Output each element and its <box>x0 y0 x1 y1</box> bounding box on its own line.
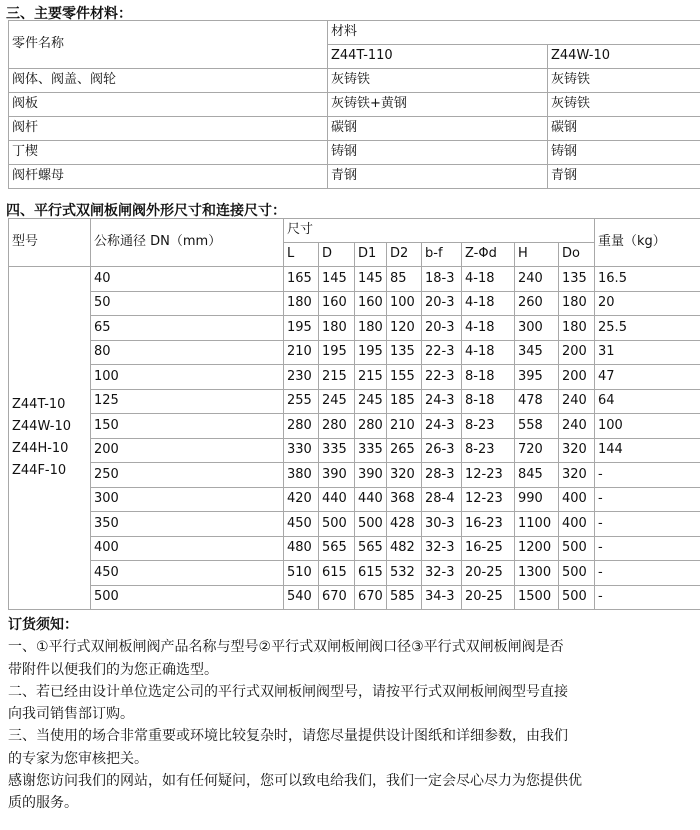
dim-value: 20-25 <box>462 561 515 586</box>
dim-value: 320 <box>559 438 595 463</box>
dim-value: 558 <box>515 414 559 439</box>
dim-value: 4-18 <box>462 340 515 365</box>
dim-value: 16-25 <box>462 536 515 561</box>
order-notes <box>8 614 698 815</box>
dim-value: 380 <box>284 463 319 488</box>
dim-value: 135 <box>387 340 422 365</box>
note-line: 二、若已经由设计单位选定公司的平行式双闸板闸阀型号，请按平行式双闸板闸阀型号直接 <box>8 683 568 700</box>
dim-col-header: D1 <box>355 243 387 267</box>
material-value: 灰铸铁 <box>548 69 700 93</box>
dim-value: 510 <box>284 561 319 586</box>
dim-value: 500 <box>91 585 284 610</box>
dim-value: 280 <box>355 414 387 439</box>
dims-row <box>9 585 700 610</box>
dim-value: 26-3 <box>422 438 462 463</box>
dim-value: 615 <box>319 561 355 586</box>
dim-value: 500 <box>355 512 387 537</box>
dim-value: 585 <box>387 585 422 610</box>
dim-value: 20-3 <box>422 291 462 316</box>
dim-value: 12-23 <box>462 463 515 488</box>
dim-col-header: H <box>515 243 559 267</box>
dim-value: 245 <box>319 389 355 414</box>
dim-value: 215 <box>355 365 387 390</box>
material-header: 材料 <box>328 21 700 45</box>
materials-row <box>9 165 700 189</box>
dims-row <box>9 561 700 586</box>
dim-value: 100 <box>91 365 284 390</box>
dim-value: 335 <box>319 438 355 463</box>
dim-value: 215 <box>319 365 355 390</box>
dims-row <box>9 438 700 463</box>
dim-value: - <box>595 585 700 610</box>
dim-value: 300 <box>91 487 284 512</box>
dim-value: 180 <box>559 291 595 316</box>
part-name: 阀杆 <box>9 117 328 141</box>
dim-col-header: L <box>284 243 319 267</box>
dim-value: 16.5 <box>595 267 700 292</box>
dim-value: 240 <box>515 267 559 292</box>
dim-value: 34-3 <box>422 585 462 610</box>
dim-value: 390 <box>319 463 355 488</box>
dims-row <box>9 414 700 439</box>
model-list <box>9 267 91 610</box>
material-value: 青钢 <box>548 165 700 189</box>
dim-value: 245 <box>355 389 387 414</box>
dims-row <box>9 487 700 512</box>
model-name: Z44F-10 <box>12 463 67 478</box>
dim-value: 440 <box>355 487 387 512</box>
material-value: 碳钢 <box>328 117 548 141</box>
material-value: 碳钢 <box>548 117 700 141</box>
dim-value: 4-18 <box>462 291 515 316</box>
dim-col-header: Do <box>559 243 595 267</box>
dim-value: 615 <box>355 561 387 586</box>
part-name: 丁楔 <box>9 141 328 165</box>
dim-col-header: Z-Φd <box>462 243 515 267</box>
dim-value: 20-25 <box>462 585 515 610</box>
dim-value: 500 <box>319 512 355 537</box>
material-value: 灰铸铁 <box>548 93 700 117</box>
dim-value: 265 <box>387 438 422 463</box>
material-value: 青钢 <box>328 165 548 189</box>
dim-value: 195 <box>284 316 319 341</box>
dim-value: 450 <box>91 561 284 586</box>
dim-col-header: D2 <box>387 243 422 267</box>
materials-row <box>9 117 700 141</box>
dim-col-header: D <box>319 243 355 267</box>
dim-value: 145 <box>319 267 355 292</box>
dim-value: 8-18 <box>462 389 515 414</box>
dim-value: 125 <box>91 389 284 414</box>
dim-value: 260 <box>515 291 559 316</box>
dim-value: 195 <box>355 340 387 365</box>
dim-value: 30-3 <box>422 512 462 537</box>
dim-value: 345 <box>515 340 559 365</box>
dim-value: 12-23 <box>462 487 515 512</box>
dim-value: 1300 <box>515 561 559 586</box>
note-line: 的专家为您审核把关。 <box>8 750 148 767</box>
dim-value: 500 <box>559 536 595 561</box>
dim-value: 480 <box>284 536 319 561</box>
dim-value: 160 <box>319 291 355 316</box>
materials-header-row <box>9 21 700 45</box>
dims-row <box>9 340 700 365</box>
dim-value: 200 <box>91 438 284 463</box>
dim-value: 32-3 <box>422 561 462 586</box>
dim-value: 165 <box>284 267 319 292</box>
model-header: Z44W-10 <box>548 45 700 69</box>
dim-value: 135 <box>559 267 595 292</box>
dim-value: 150 <box>91 414 284 439</box>
dim-value: 720 <box>515 438 559 463</box>
note-line: 一、①平行式双闸板闸阀产品名称与型号②平行式双闸板闸阀口径③平行式双闸板闸阀是否 <box>8 639 564 656</box>
dim-value: 100 <box>595 414 700 439</box>
dim-value: 200 <box>559 365 595 390</box>
dim-value: 670 <box>355 585 387 610</box>
dim-value: 400 <box>91 536 284 561</box>
dim-value: 400 <box>559 487 595 512</box>
part-name: 阀体、阀盖、阀轮 <box>9 69 328 93</box>
dim-value: 330 <box>284 438 319 463</box>
dim-value: 24-3 <box>422 389 462 414</box>
dim-value: 440 <box>319 487 355 512</box>
dim-value: 28-4 <box>422 487 462 512</box>
dim-value: - <box>595 463 700 488</box>
model-header: Z44T-110 <box>328 45 548 69</box>
dim-value: 565 <box>355 536 387 561</box>
dim-value: 40 <box>91 267 284 292</box>
dim-value: 500 <box>559 585 595 610</box>
dim-value: 20 <box>595 291 700 316</box>
dim-value: 255 <box>284 389 319 414</box>
dim-value: 8-18 <box>462 365 515 390</box>
dim-value: 1500 <box>515 585 559 610</box>
note-line: 向我司销售部订购。 <box>8 706 134 723</box>
dim-value: 155 <box>387 365 422 390</box>
dim-value: 16-23 <box>462 512 515 537</box>
dim-value: 4-18 <box>462 267 515 292</box>
materials-row <box>9 69 700 93</box>
dim-value: 320 <box>387 463 422 488</box>
dim-value: 500 <box>559 561 595 586</box>
weight-header: 重量（kg） <box>595 219 700 267</box>
dim-value: 280 <box>319 414 355 439</box>
note-line: 质的服务。 <box>8 795 78 812</box>
dn-header: 公称通径 DN（mm） <box>91 219 284 267</box>
note-line: 三、当使用的场合非常重要或环境比较复杂时，请您尽量提供设计图纸和详细参数，由我们 <box>8 728 568 745</box>
materials-row <box>9 93 700 117</box>
dim-value: 320 <box>559 463 595 488</box>
dim-value: 532 <box>387 561 422 586</box>
dim-value: 250 <box>91 463 284 488</box>
part-name: 阀杆螺母 <box>9 165 328 189</box>
dim-value: 65 <box>91 316 284 341</box>
dimensions-table <box>8 218 700 610</box>
dim-value: 565 <box>319 536 355 561</box>
dim-value: 200 <box>559 340 595 365</box>
note-line: 感谢您访问我们的网站，如有任何疑问，您可以致电给我们，我们一定会尽心尽力为您提供优 <box>8 773 582 790</box>
dim-value: 210 <box>284 340 319 365</box>
dim-value: 400 <box>559 512 595 537</box>
dim-value: 1200 <box>515 536 559 561</box>
dims-row <box>9 316 700 341</box>
dim-value: 300 <box>515 316 559 341</box>
dim-value: 85 <box>387 267 422 292</box>
dim-value: 990 <box>515 487 559 512</box>
dim-value: 350 <box>91 512 284 537</box>
dim-col-header: b-f <box>422 243 462 267</box>
dim-value: 450 <box>284 512 319 537</box>
dim-value: 240 <box>559 389 595 414</box>
dim-value: - <box>595 561 700 586</box>
dims-row <box>9 365 700 390</box>
materials-row <box>9 141 700 165</box>
dim-value: 100 <box>387 291 422 316</box>
dim-value: 28-3 <box>422 463 462 488</box>
dim-value: 47 <box>595 365 700 390</box>
dim-value: 31 <box>595 340 700 365</box>
model-name: Z44H-10 <box>12 441 69 456</box>
dim-value: 180 <box>559 316 595 341</box>
dim-value: 280 <box>284 414 319 439</box>
part-name-header: 零件名称 <box>9 21 328 69</box>
dim-value: 120 <box>387 316 422 341</box>
dim-value: 368 <box>387 487 422 512</box>
dims-header-row <box>9 219 700 243</box>
dim-value: 335 <box>355 438 387 463</box>
dim-value: 1100 <box>515 512 559 537</box>
material-value: 灰铸铁 <box>328 69 548 93</box>
dim-value: 845 <box>515 463 559 488</box>
dims-row <box>9 536 700 561</box>
dim-value: 24-3 <box>422 414 462 439</box>
dim-value: 50 <box>91 291 284 316</box>
note-line: 带附件以便我们的为您正确选型。 <box>8 661 218 678</box>
dim-value: 145 <box>355 267 387 292</box>
dim-value: 482 <box>387 536 422 561</box>
dim-value: 180 <box>319 316 355 341</box>
dim-value: 240 <box>559 414 595 439</box>
dim-value: 22-3 <box>422 340 462 365</box>
dim-value: 390 <box>355 463 387 488</box>
model-header: 型号 <box>9 219 91 267</box>
dim-value: 8-23 <box>462 438 515 463</box>
dim-value: 180 <box>284 291 319 316</box>
dim-value: - <box>595 512 700 537</box>
dims-row <box>9 389 700 414</box>
dim-value: 32-3 <box>422 536 462 561</box>
dim-value: 25.5 <box>595 316 700 341</box>
section4-heading: 四、平行式双闸板闸阀外形尺寸和连接尺寸： <box>6 203 286 219</box>
dim-value: 210 <box>387 414 422 439</box>
section3-heading: 三、主要零件材料： <box>6 6 132 22</box>
dim-value: 144 <box>595 438 700 463</box>
dims-row <box>9 463 700 488</box>
dim-value: 22-3 <box>422 365 462 390</box>
part-name: 阀板 <box>9 93 328 117</box>
dim-value: 4-18 <box>462 316 515 341</box>
dim-value: 420 <box>284 487 319 512</box>
dim-value: - <box>595 487 700 512</box>
dim-value: 540 <box>284 585 319 610</box>
model-name: Z44T-10 <box>12 397 66 412</box>
dim-value: 478 <box>515 389 559 414</box>
dim-value: 18-3 <box>422 267 462 292</box>
dims-header: 尺寸 <box>284 219 595 243</box>
dim-value: 195 <box>319 340 355 365</box>
dim-value: 428 <box>387 512 422 537</box>
dim-value: 180 <box>355 316 387 341</box>
material-value: 灰铸铁+黄钢 <box>328 93 548 117</box>
dim-value: 395 <box>515 365 559 390</box>
material-value: 铸钢 <box>328 141 548 165</box>
material-value: 铸钢 <box>548 141 700 165</box>
dim-value: 230 <box>284 365 319 390</box>
dim-value: 20-3 <box>422 316 462 341</box>
dim-value: - <box>595 536 700 561</box>
dim-value: 160 <box>355 291 387 316</box>
dim-value: 64 <box>595 389 700 414</box>
notes-title: 订货须知： <box>8 617 78 633</box>
dims-row <box>9 291 700 316</box>
dim-value: 670 <box>319 585 355 610</box>
dim-value: 80 <box>91 340 284 365</box>
dims-row <box>9 512 700 537</box>
dim-value: 185 <box>387 389 422 414</box>
dims-row <box>9 267 700 292</box>
dim-value: 8-23 <box>462 414 515 439</box>
materials-table <box>8 20 700 189</box>
model-name: Z44W-10 <box>12 419 72 434</box>
